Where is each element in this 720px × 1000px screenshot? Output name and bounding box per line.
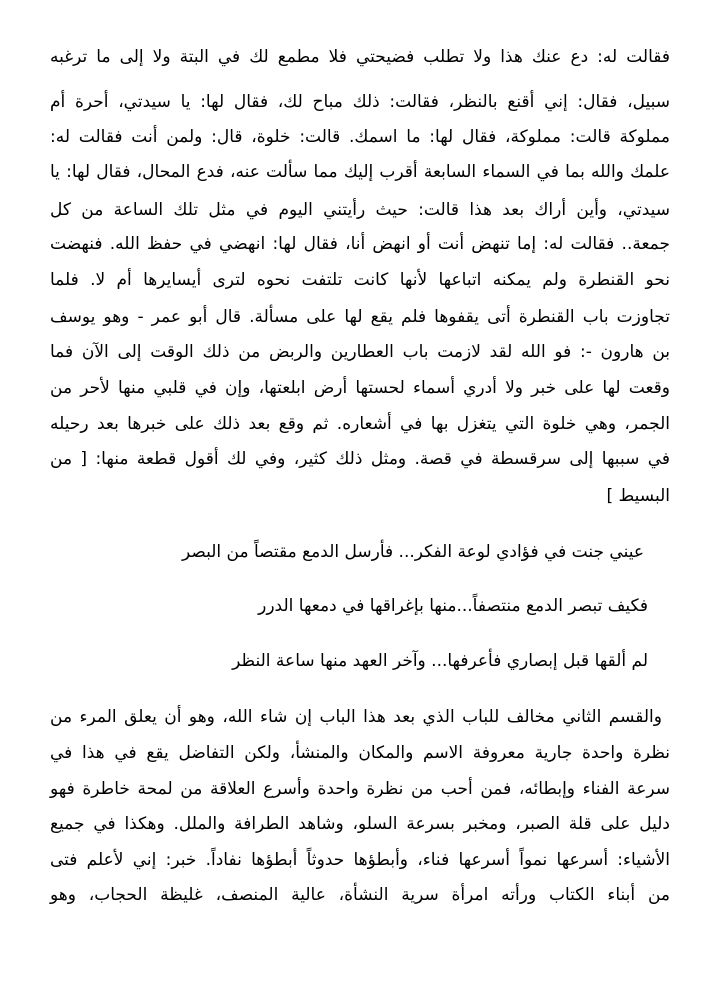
text-line: سبيل، فقال: إني أقنع بالنظر، فقالت: ذلك مباح لك، فقال لها: يا سيدتي، أحرة أم bbox=[50, 92, 670, 112]
text-line: علمك والله بما في السماء السابعة أقرب إليك مما سألت عنه، فدع المحال، فقال لها: يا bbox=[50, 162, 670, 182]
text-line: بن هارون -: فو الله لقد لازمت باب العطارين والربض من ذلك الوقت إلى الآن فما bbox=[50, 342, 670, 362]
text-line: الجمر، وهي خلوة التي يتغزل بها في أشعاره. ثم وقع بعد ذلك على خبرها بعد رحيله bbox=[50, 414, 670, 434]
text-line: جمعة.. فقالت له: إما تنهض أنت أو انهض أنا، فقال لها: انهضي في حفظ الله. فنهضت bbox=[50, 234, 670, 254]
poem-verse: فكيف تبصر الدمع منتصفاً...منها بإغراقها في دمعها الدرر bbox=[258, 596, 648, 616]
text-line: وقعت لها على خبر ولا أدري أسماء لحستها أرض ابلعتها، وإن في قلبي منها لأحر من bbox=[50, 378, 670, 398]
text-line: نظرة واحدة جارية معروفة الاسم والمكان والمنشأ، ولكن التفاضل يقع في هذا في bbox=[50, 743, 670, 763]
poem-verse: عيني جنت في فؤادي لوعة الفكر... فأرسل الدمع مقتصاً من البصر bbox=[181, 542, 644, 562]
text-line: من أبناء الكتاب ورأته امرأة سرية النشأة، عالية المنصف، غليظة الحجاب، وهو bbox=[50, 885, 670, 905]
text-line: نحو القنطرة ولم يمكنه اتباعها لأنها كانت تلتفت نحوه لترى أيسايرها أم لا. فلما bbox=[50, 270, 670, 290]
text-line: الأشياء: أسرعها نمواً أسرعها فناء، وأبطؤها حدوثاً أبطؤها نفاداً. خبر: إني لأعلم فتى bbox=[50, 850, 670, 870]
text-line: سيدتي، وأين أراك بعد هذا قالت: حيث رأيتني اليوم في مثل تلك الساعة من كل bbox=[50, 200, 670, 220]
text-line: البسيط ] bbox=[606, 486, 670, 506]
text-line: مملوكة قالت: مملوكة، فقال لها: ما اسمك. قالت: خلوة، قال: ولمن أنت فقالت له: bbox=[50, 127, 670, 147]
text-line: في سببها إلى سرقسطة في قصة. ومثل ذلك كثير، وفي لك أقول قطعة منها: [ من bbox=[50, 449, 670, 469]
text-line: فقالت له: دع عنك هذا ولا تطلب فضيحتي فلا مطمع لك في البتة ولا إلى ما ترغبه bbox=[50, 47, 670, 67]
text-line: والقسم الثاني مخالف للباب الذي بعد هذا الباب إن شاء الله، وهو أن يعلق المرء من bbox=[50, 707, 662, 727]
text-line: تجاوزت باب القنطرة أتى يقفوها فلم يقع لها على مسألة. قال أبو عمر - وهو يوسف bbox=[50, 307, 670, 327]
text-line: دليل على قلة الصبر، ومخبر بسرعة السلو، وشاهد الطرافة والملل. وهكذا في جميع bbox=[50, 814, 670, 834]
poem-verse: لم ألقها قبل إبصاري فأعرفها... وآخر العهد منها ساعة النظر bbox=[232, 651, 648, 671]
text-line: سرعة الفناء وإبطائه، فمن أحب من نظرة واحدة وأسرع العلاقة من لمحة خاطرة فهو bbox=[50, 779, 670, 799]
